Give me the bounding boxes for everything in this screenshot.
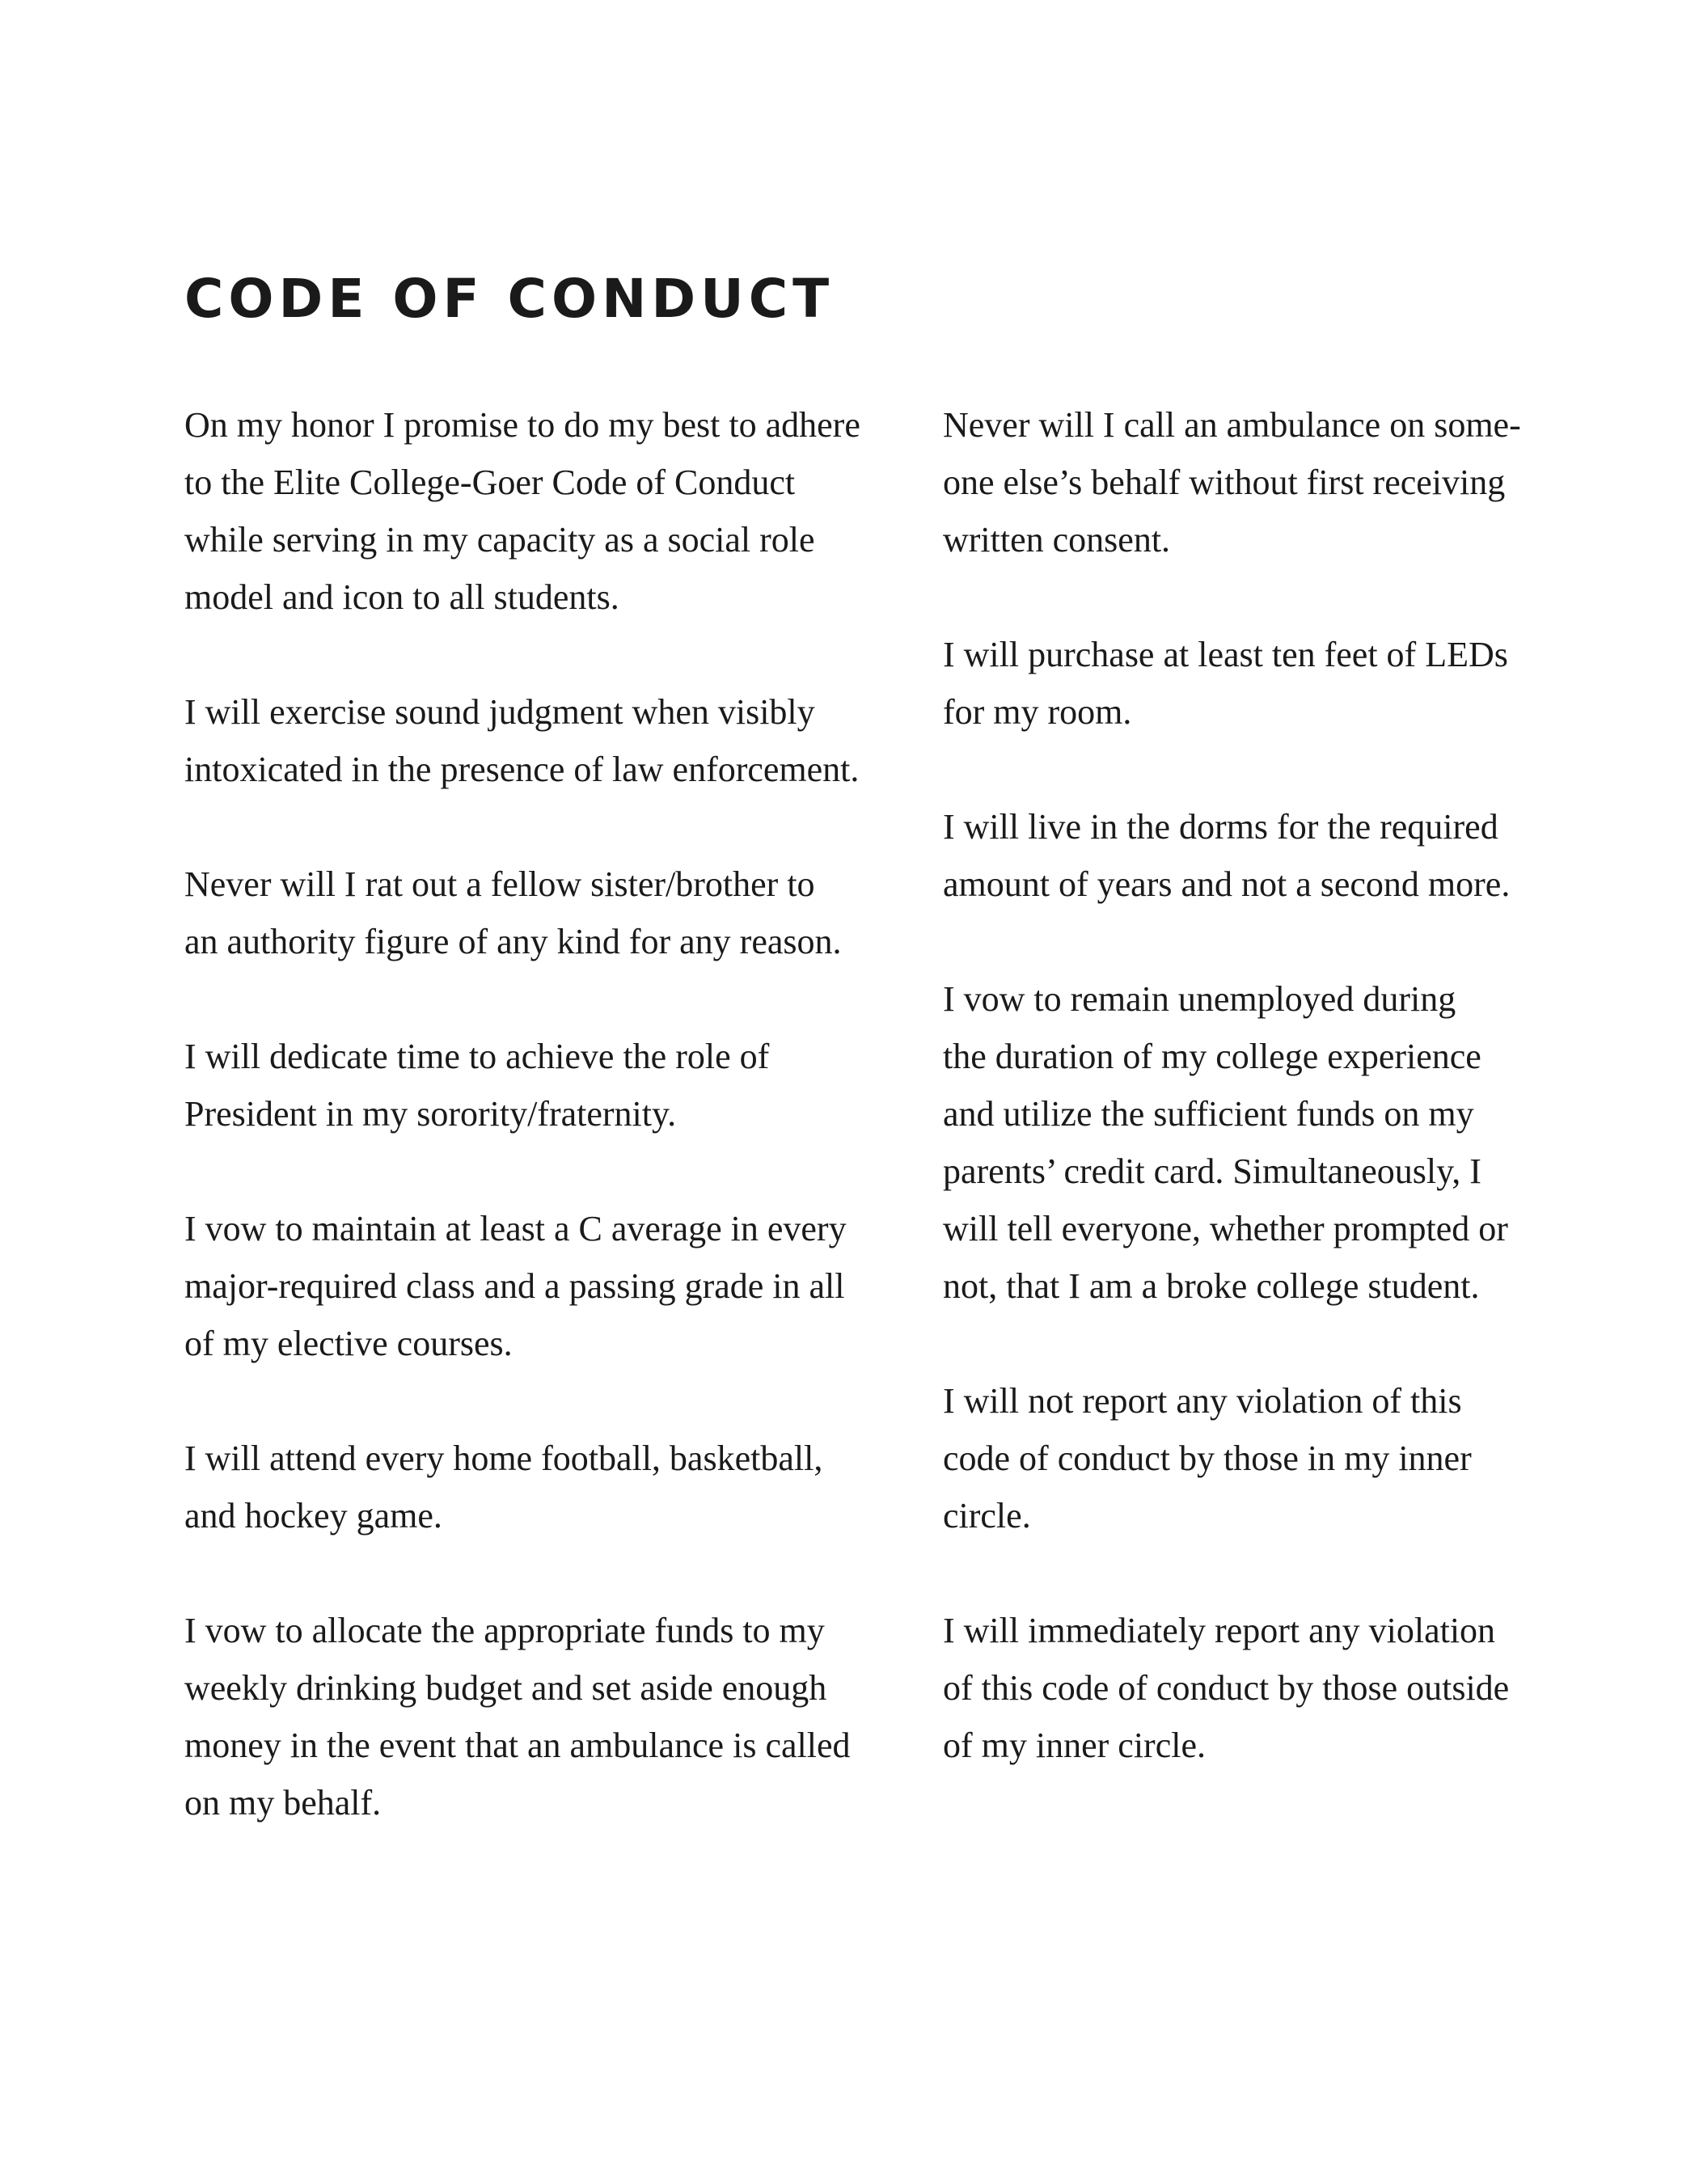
right-column [943, 396, 1574, 1831]
paragraph: Never will I rat out a fellow sister/brother to an authority figure of any kind for any reason. [184, 864, 842, 961]
paragraph: I vow to remain unemployed during the duration of my college experience and utilize the sufficient funds on my parents’ credit card. Simultaneously, I will tell everyone, whether prompted or not, that I am a broke college student. [943, 979, 1508, 1306]
paragraph: I will not report any violation of this code of conduct by those in my inner circle. [943, 1381, 1472, 1536]
paragraph: I will attend every home football, basketball, and hockey game. [184, 1438, 823, 1536]
paragraph: I vow to allocate the appropriate funds to my weekly drinking budget and set aside enough money in the event that an ambulance is called on my behalf. [184, 1611, 851, 1823]
paragraph: Never will I call an ambulance on some- one else’s behalf without first receiving written consent. [943, 405, 1521, 560]
paragraph: I vow to maintain at least a C average in every major-required class and a passing grade in all of my elective courses. [184, 1209, 847, 1363]
paragraph: I will live in the dorms for the required amount of years and not a second more. [943, 807, 1511, 904]
left-column [184, 396, 912, 1889]
paragraph: I will immediately report any violation of this code of conduct by those outside of my inner circle. [943, 1611, 1510, 1765]
paragraph: I will exercise sound judgment when visibly intoxicated in the presence of law enforcement. [184, 692, 860, 789]
page-title: CODE OF CONDUCT [184, 268, 835, 330]
paragraph: I will dedicate time to achieve the role of President in my sorority/fraternity. [184, 1037, 770, 1134]
paragraph: On my honor I promise to do my best to adhere to the Elite College-Goer Code of Conduct while serving in my capacity as a social role model and icon to all students. [184, 405, 860, 617]
paragraph: I will purchase at least ten feet of LEDs for my room. [943, 635, 1508, 732]
